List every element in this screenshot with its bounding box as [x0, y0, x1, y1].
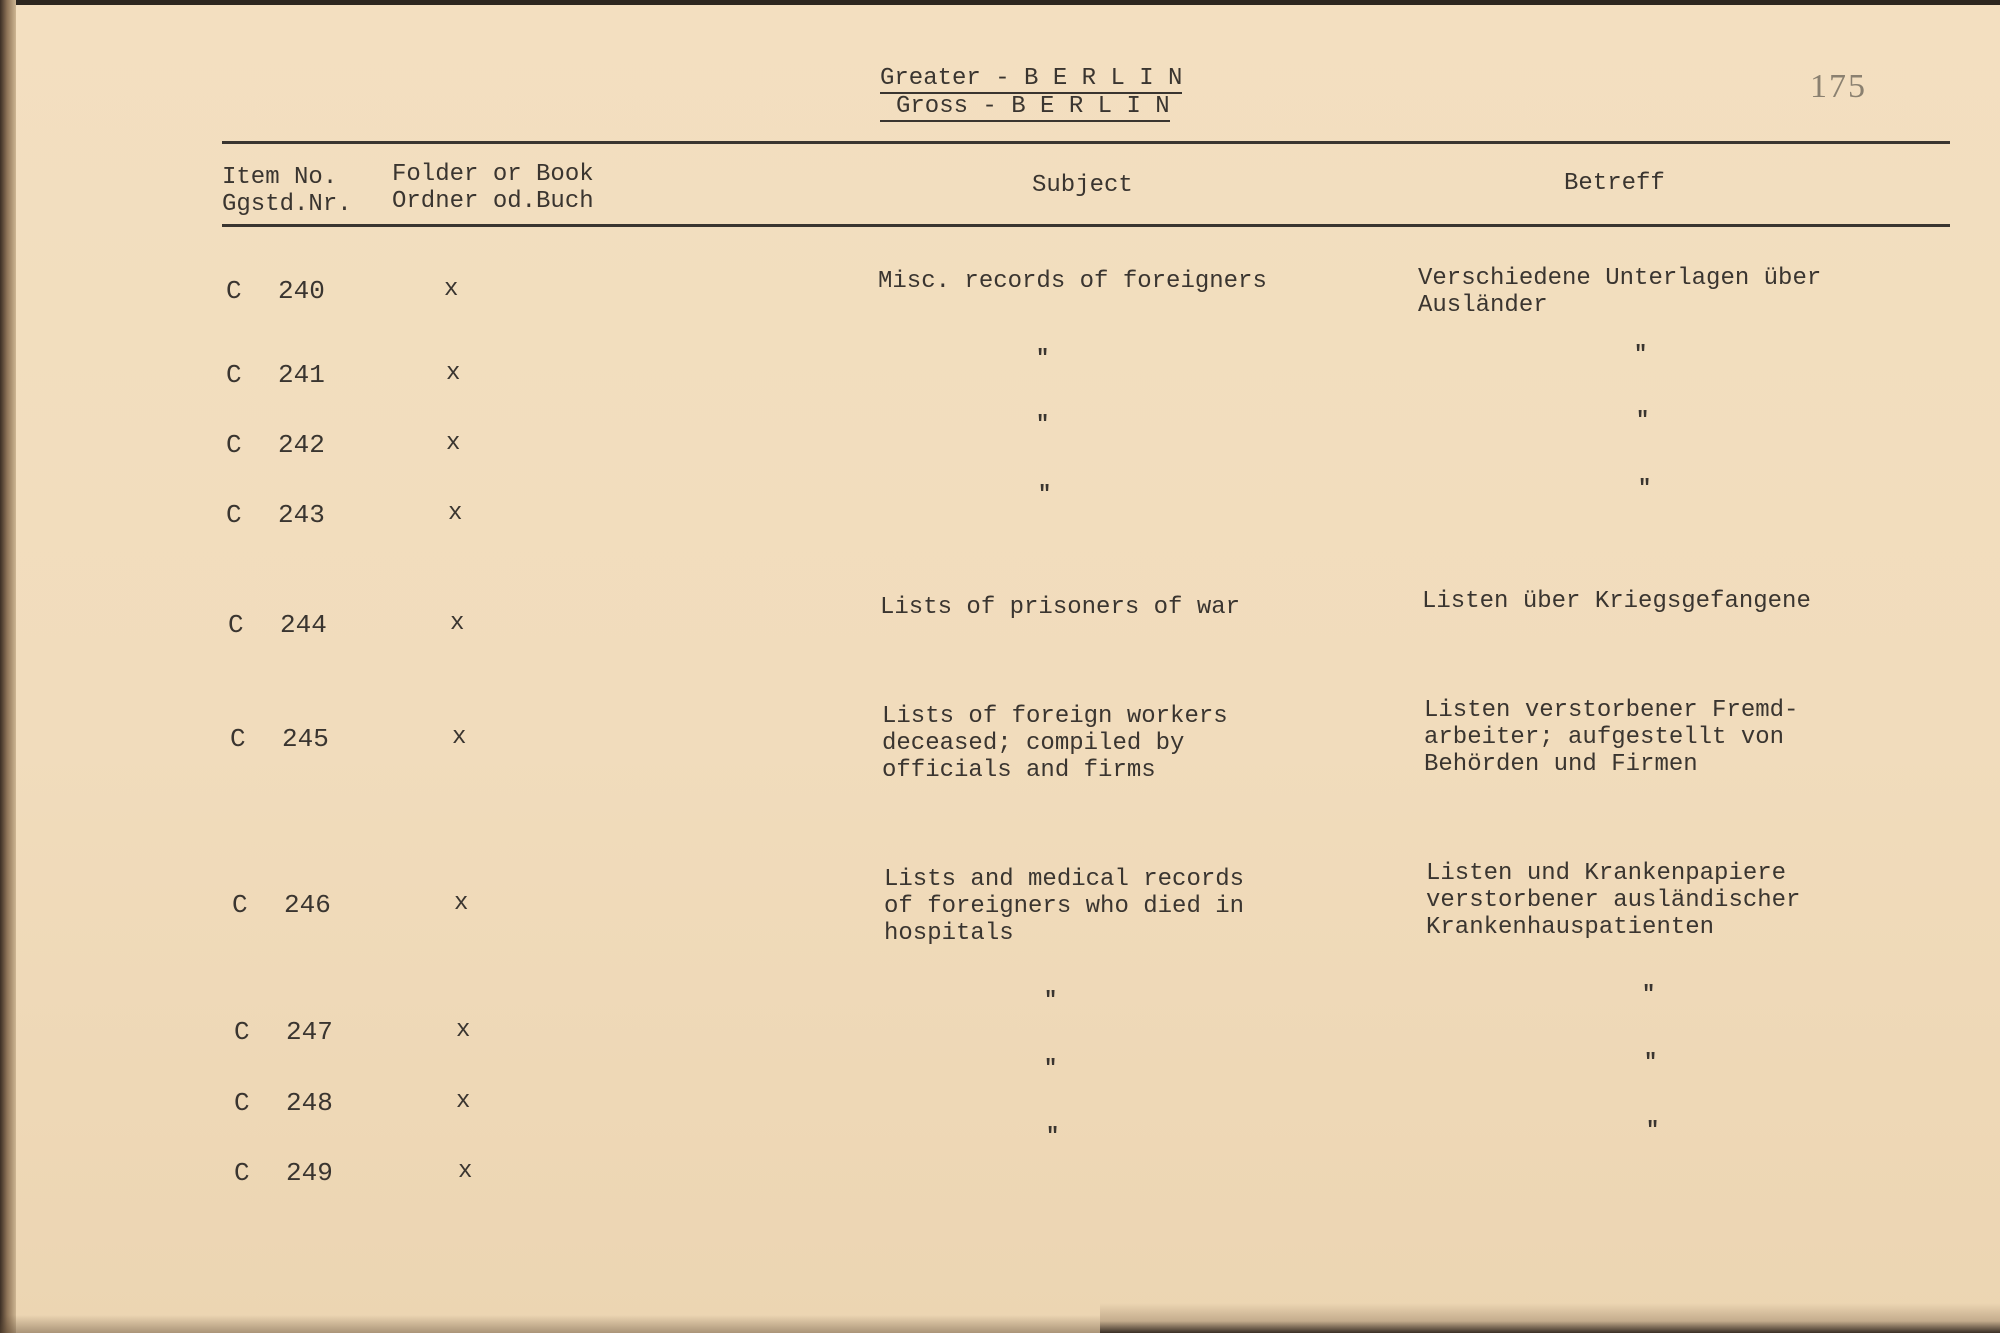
- subject-ditto-mark: ": [1044, 1056, 1058, 1081]
- subject-cell: Lists and medical records of foreigners who died in hospitals: [884, 866, 1245, 947]
- column-header-folder-book: Folder or Book Ordner od.Buch: [392, 161, 594, 215]
- page-bottom-shadow: [0, 1315, 1100, 1333]
- column-header-subject: Subject: [1032, 172, 1133, 199]
- item-number: C 248: [234, 1088, 333, 1118]
- item-number: C 242: [226, 430, 325, 460]
- item-number: C 244: [228, 610, 327, 640]
- column-header-betreff: Betreff: [1564, 170, 1665, 197]
- page-title: [880, 66, 1240, 122]
- betreff-ditto-mark: ": [1634, 342, 1648, 367]
- scan-top-edge: [0, 0, 2000, 5]
- betreff-cell: Listen über Kriegsgefangene: [1422, 588, 1811, 615]
- folder-mark: x: [456, 1088, 471, 1115]
- betreff-ditto-mark: ": [1646, 1118, 1660, 1143]
- betreff-cell: Verschiedene Unterlagen über Ausländer: [1418, 265, 1822, 319]
- header-bottom-rule: [222, 224, 1950, 227]
- betreff-ditto-mark: ": [1636, 408, 1650, 433]
- subject-ditto-mark: ": [1036, 346, 1050, 371]
- item-number: C 241: [226, 360, 325, 390]
- subject-ditto-mark: ": [1046, 1124, 1060, 1149]
- folder-mark: x: [446, 430, 461, 457]
- subject-cell: Lists of prisoners of war: [880, 594, 1241, 621]
- subject-ditto-mark: ": [1038, 482, 1052, 507]
- betreff-ditto-mark: ": [1638, 476, 1652, 501]
- folder-mark: x: [446, 360, 461, 387]
- folder-mark: x: [456, 1017, 471, 1044]
- item-number: C 247: [234, 1017, 333, 1047]
- folder-mark: x: [444, 276, 459, 303]
- folder-mark: x: [454, 890, 469, 917]
- folder-mark: x: [450, 610, 465, 637]
- subject-cell: Misc. records of foreigners: [878, 268, 1267, 295]
- subject-ditto-mark: ": [1044, 988, 1058, 1013]
- betreff-cell: Listen verstorbener Fremd- arbeiter; aufgestellt von Behörden und Firmen: [1424, 697, 1799, 778]
- betreff-ditto-mark: ": [1644, 1050, 1658, 1075]
- title-english: Greater - B E R L I N: [880, 65, 1183, 92]
- column-header-item-no: Item No. Ggstd.Nr.: [222, 164, 352, 218]
- subject-ditto-mark: ": [1036, 412, 1050, 437]
- item-number: C 245: [230, 724, 329, 754]
- item-number: C 246: [232, 890, 331, 920]
- folder-mark: x: [448, 500, 463, 527]
- item-number: C 243: [226, 500, 325, 530]
- folder-mark: x: [458, 1158, 473, 1185]
- header-top-rule: [222, 141, 1950, 144]
- betreff-cell: Listen und Krankenpapiere verstorbener ausländischer Krankenhauspatienten: [1426, 860, 1801, 941]
- book-spine: [0, 0, 16, 1333]
- subject-cell: Lists of foreign workers deceased; compiled by officials and firms: [882, 703, 1228, 784]
- title-german: Gross - B E R L I N: [880, 94, 1170, 122]
- page-stack-edge: [1100, 1303, 2000, 1333]
- item-number: C 240: [226, 276, 325, 306]
- item-number: C 249: [234, 1158, 333, 1188]
- page-number: 175: [1810, 68, 1867, 105]
- betreff-ditto-mark: ": [1642, 982, 1656, 1007]
- folder-mark: x: [452, 724, 467, 751]
